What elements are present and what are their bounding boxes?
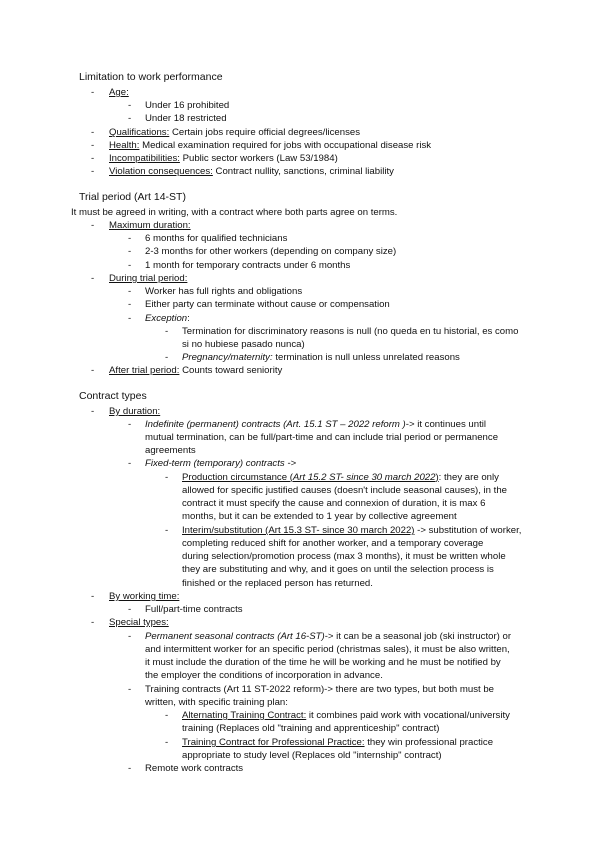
pregnancy-label: Pregnancy/maternity: (182, 352, 273, 363)
list-item: 2-3 months for other workers (depending on company size) (145, 246, 397, 257)
qualifications-label: Qualifications: (109, 127, 170, 138)
list-item-after-trial (109, 364, 282, 377)
seasonal-text-cont: and intermittent worker for an specific period (christmas sales), it must be also written, (145, 644, 510, 655)
seasonal-text-cont: it must include the duration of the time he will be working and he must be notified by (145, 657, 501, 668)
list-item: 1 month for temporary contracts under 6 months (145, 260, 351, 271)
production-label (182, 472, 439, 483)
bullet: - (165, 737, 169, 748)
production-circumstance (182, 471, 499, 484)
violation-text: Contract nullity, sanctions, criminal liability (215, 166, 394, 177)
list-item-max-duration (109, 219, 191, 232)
incompat-label: Incompatibilities: (109, 153, 180, 164)
special-types-label: Special types: (109, 617, 169, 628)
bullet: - (128, 604, 132, 615)
interim-substitution (182, 524, 521, 537)
working-time-label: By working time: (109, 591, 180, 602)
list-item-qualifications (109, 126, 360, 139)
list-item: Worker has full rights and obligations (145, 286, 303, 297)
section-title-contracts: Contract types (79, 390, 147, 402)
alternating-text-cont: training (Replaces old "training and apprenticeship" contract) (182, 723, 440, 734)
indefinite-text-cont: agreements (145, 445, 196, 456)
production-close: ) (435, 472, 439, 483)
exception-colon: : (187, 313, 190, 324)
alternating-training (182, 709, 510, 722)
interim-text: -> substitution of worker, (417, 525, 522, 536)
bullet: - (91, 87, 95, 98)
bullet: - (91, 220, 95, 231)
bullet: - (165, 472, 169, 483)
list-item-age (109, 86, 129, 99)
indefinite-contracts (145, 418, 486, 431)
production-label-text: Production circumstance ( (182, 472, 293, 483)
bullet: - (165, 525, 169, 536)
bullet: - (128, 299, 132, 310)
bullet: - (165, 710, 169, 721)
bullet: - (91, 140, 95, 151)
age-label: Age: (109, 87, 129, 98)
incompat-text: Public sector workers (Law 53/1984) (182, 153, 338, 164)
bullet: - (128, 113, 132, 124)
bullet: - (128, 631, 132, 642)
professional-label: Training Contract for Professional Practice: (182, 737, 365, 748)
bullet: - (91, 365, 95, 376)
remote-work-contracts: Remote work contracts (145, 763, 244, 774)
production-text-cont: months, but it can be extended to 1 year by collective agreement (182, 511, 457, 522)
list-item: Under 18 restricted (145, 113, 227, 124)
bullet: - (128, 458, 132, 469)
bullet: - (165, 326, 169, 337)
after-trial-label: After trial period: (109, 365, 180, 376)
bullet: - (128, 286, 132, 297)
exception-label: Exception (145, 313, 188, 324)
violation-label: Violation consequences: (109, 166, 213, 177)
bullet: - (91, 273, 95, 284)
bullet: - (128, 684, 132, 695)
list-item-special-types (109, 616, 169, 629)
during-trial-label: During trial period: (109, 273, 188, 284)
exception-item-discrimination: Termination for discriminatory reasons is null (no queda en tu historial, es como (182, 326, 519, 337)
alternating-label: Alternating Training Contract: (182, 710, 307, 721)
qualifications-text: Certain jobs require official degrees/licenses (171, 127, 361, 138)
fixed-term-contracts (145, 457, 296, 470)
seasonal-text: -> it can be a seasonal job (ski instructor) or (324, 631, 512, 642)
health-text: Medical examination required for jobs with occupational disease risk (142, 140, 432, 151)
interim-text-cont: completing reduced shift for another worker, and a temporary coverage (182, 538, 484, 549)
list-item-health (109, 139, 431, 152)
list-item-by-duration (109, 405, 160, 418)
production-ref: Art 15.2 ST- since 30 march 2022 (292, 472, 436, 483)
bullet: - (128, 313, 132, 324)
bullet: - (128, 233, 132, 244)
interim-text-cont: during selection/promotion process (max 3 months), it must be written whole (182, 551, 506, 562)
production-text: : they are only (438, 472, 499, 483)
seasonal-contracts (145, 630, 511, 643)
indefinite-text-cont: mutual termination, can be full/part-time and can include trial period or permanence (145, 432, 499, 443)
list-item-during-trial (109, 272, 187, 285)
health-label: Health: (109, 140, 140, 151)
list-item-incompatibilities (109, 152, 338, 165)
max-duration-label: Maximum duration: (109, 220, 191, 231)
bullet: - (91, 406, 95, 417)
section-title-limitation: Limitation to work performance (79, 71, 223, 83)
indefinite-text: -> it continues until (405, 419, 487, 430)
list-item-exception (145, 312, 190, 325)
indefinite-label: Indefinite (permanent) contracts (Art. 15.1 ST – 2022 reform ) (145, 419, 406, 430)
bullet: - (91, 153, 95, 164)
bullet: - (128, 246, 132, 257)
bullet: - (128, 763, 132, 774)
trial-intro: It must be agreed in writing, with a contract where both parts agree on terms. (71, 207, 398, 218)
production-text-cont: contract it must specify the cause and connexion of duration, it is max 6 (182, 498, 486, 509)
fixed-term-label: Fixed-term (temporary) contracts -> (145, 458, 297, 469)
professional-training (182, 736, 493, 749)
bullet: - (128, 260, 132, 271)
list-item: 6 months for qualified technicians (145, 233, 288, 244)
bullet: - (128, 100, 132, 111)
training-contracts: Training contracts (Art 11 ST-2022 reform)-> there are two types, but both must be (145, 684, 494, 695)
list-item: Either party can terminate without cause or compensation (145, 299, 390, 310)
interim-text-cont: finished or the replaced person has returned. (182, 578, 373, 589)
after-trial-text: Counts toward seniority (182, 365, 283, 376)
interim-label: Interim/substitution (Art 15.3 ST- since 30 march 2022) (182, 525, 415, 536)
by-duration-label: By duration: (109, 406, 161, 417)
alternating-text: it combines paid work with vocational/university (308, 710, 510, 721)
bullet: - (91, 591, 95, 602)
bullet: - (91, 166, 95, 177)
professional-text: they win professional practice (367, 737, 494, 748)
seasonal-label: Permanent seasonal contracts (Art 16-ST) (145, 631, 325, 642)
interim-text-cont: they are substituting and why, and it goes on until the selection process is (182, 564, 494, 575)
bullet: - (91, 617, 95, 628)
list-item-violation (109, 165, 394, 178)
bullet: - (165, 352, 169, 363)
production-text-cont: allowed for specific justified causes (doesn't include seasonal causes), in the (182, 485, 507, 496)
list-item: Under 16 prohibited (145, 100, 230, 111)
list-item-by-working-time (109, 590, 179, 603)
bullet: - (91, 127, 95, 138)
professional-text-cont: appropriate to study level (Replaces old "internship" contract) (182, 750, 442, 761)
list-item: Full/part-time contracts (145, 604, 243, 615)
seasonal-text-cont: the employer the conditions of incorporation in advance. (145, 670, 383, 681)
training-contracts-cont: written, with specific training plan: (145, 697, 288, 708)
bullet: - (128, 419, 132, 430)
exception-item-discrimination-cont: si no hubiese pasado nunca) (182, 339, 305, 350)
pregnancy-text: termination is null unless unrelated reasons (275, 352, 460, 363)
section-title-trial: Trial period (Art 14-ST) (79, 191, 186, 203)
exception-item-pregnancy (182, 351, 460, 364)
